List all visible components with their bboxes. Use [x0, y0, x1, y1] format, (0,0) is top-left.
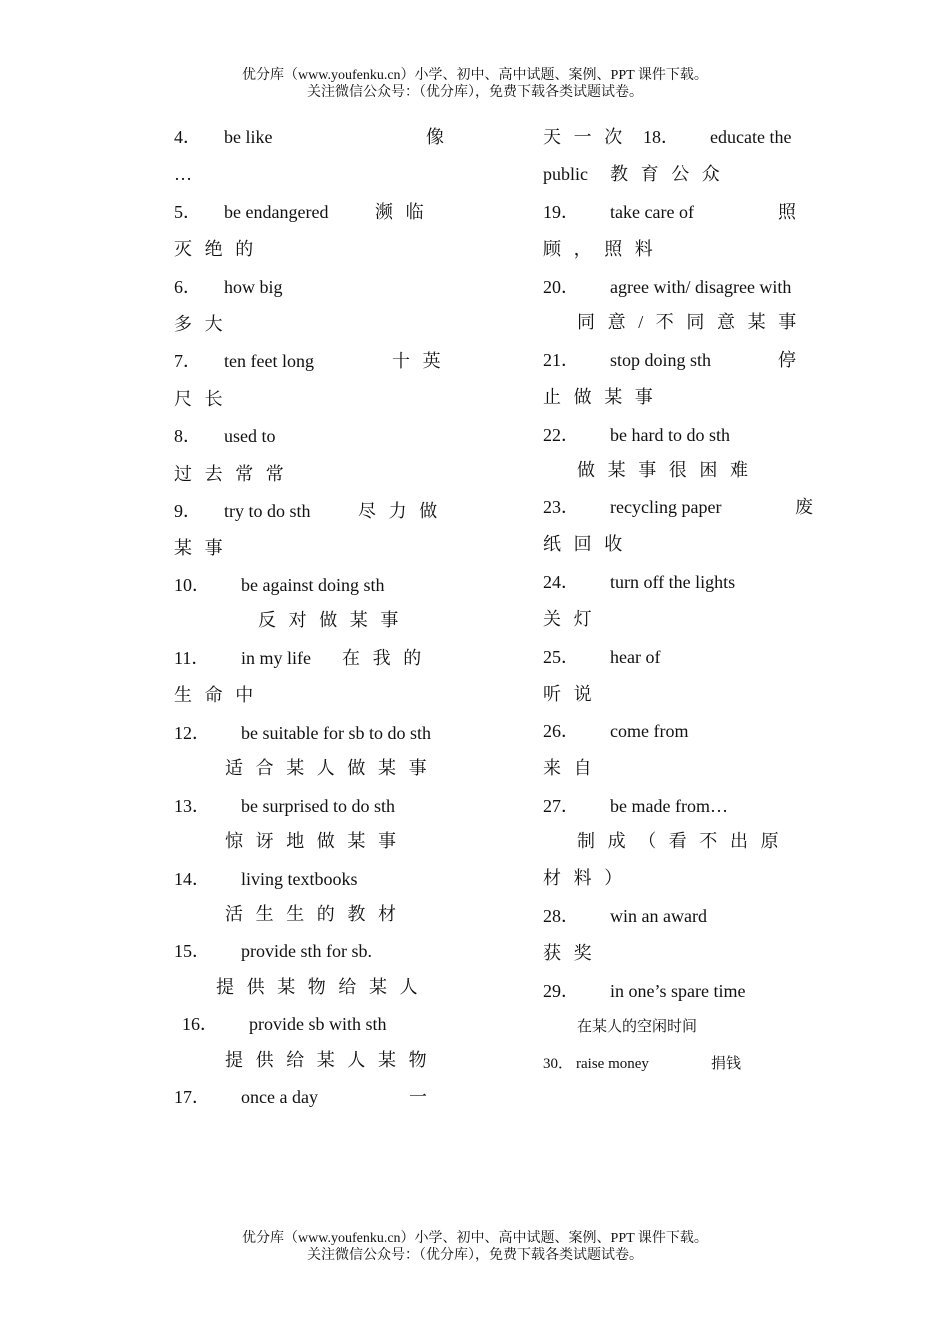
item-number: 9．: [174, 501, 201, 521]
item-number: 30．: [543, 1056, 574, 1072]
item-number: 14．: [174, 869, 210, 889]
item-english: raise money: [576, 1056, 649, 1072]
item-number: 8．: [174, 426, 201, 446]
item-number: 23．: [543, 497, 579, 517]
item-english: ten feet long: [224, 351, 314, 371]
item-chinese-cont: 提供某物给某人: [216, 977, 431, 997]
item-number: 29．: [543, 981, 579, 1001]
item-chinese-cont: 反对做某事: [258, 610, 411, 630]
item-chinese-cont: 材料）: [543, 868, 635, 888]
item-number: 28．: [543, 906, 579, 926]
item-chinese-cont: …: [174, 164, 192, 184]
item-chinese-cont: 提供给某人某物: [225, 1050, 440, 1070]
item-number: 25．: [543, 647, 579, 667]
item-chinese-cont: 过去常常: [174, 464, 297, 484]
item-english: provide sth for sb.: [241, 941, 372, 961]
item-chinese: 一: [409, 1087, 427, 1107]
item-number: 7．: [174, 351, 201, 371]
item-english: how big: [224, 277, 283, 297]
item-number: 15．: [174, 941, 210, 961]
item-chinese-cont: 尺长: [174, 389, 236, 409]
item-english: be made from…: [610, 796, 728, 816]
item-english: agree with/ disagree with: [610, 277, 792, 297]
item-chinese-cont: 同意/不同意某事: [577, 312, 809, 332]
item-chinese: 照: [778, 202, 796, 222]
item-chinese-cont: 制成（看不出原: [577, 831, 792, 851]
item-english: once a day: [241, 1087, 318, 1107]
item-chinese-cont: 惊讶地做某事: [225, 831, 409, 851]
item-english: win an award: [610, 906, 707, 926]
page-header: [0, 67, 950, 101]
item-chinese: 捐钱: [711, 1056, 742, 1072]
item-chinese-cont: 灭绝的: [174, 239, 266, 259]
item-number: 10．: [174, 575, 210, 595]
item-number: 21．: [543, 350, 579, 370]
item-english: be hard to do sth: [610, 425, 730, 445]
item-chinese-cont: 适合某人做某事: [225, 758, 440, 778]
item-english: be suitable for sb to do sth: [241, 723, 431, 743]
item-english: be surprised to do sth: [241, 796, 395, 816]
item-chinese-cont: 做某事很困难: [577, 460, 761, 480]
item-chinese: 教育公众: [610, 164, 733, 184]
item-number: 22．: [543, 425, 579, 445]
item-english: hear of: [610, 647, 661, 667]
item-english: be endangered: [224, 202, 329, 222]
item-chinese-cont: 听说: [543, 684, 605, 704]
item-number: 4．: [174, 127, 201, 147]
item-number: 13．: [174, 796, 210, 816]
item-number: 11．: [174, 648, 210, 668]
item-chinese-cont: 纸回收: [543, 534, 635, 554]
header-line-2: 关注微信公众号：（优分库），免费下载各类试题试卷。: [307, 85, 643, 100]
item-english: in one’s spare time: [610, 981, 746, 1001]
item-english: living textbooks: [241, 869, 358, 889]
item-chinese-cont: 多大: [174, 314, 236, 334]
footer-line-2: 关注微信公众号：（优分库），免费下载各类试题试卷。: [307, 1248, 643, 1263]
item-english: turn off the lights: [610, 572, 736, 592]
item-number: 16．: [182, 1014, 218, 1034]
item-number: 18．: [643, 127, 679, 147]
item-chinese-cont: 在某人的空闲时间: [577, 1019, 698, 1035]
item-chinese-cont: 生命中: [174, 685, 266, 705]
item-number: 17．: [174, 1087, 210, 1107]
item-chinese: 像: [426, 127, 444, 147]
item-chinese: 尽力做: [358, 501, 450, 521]
item-english: stop doing sth: [610, 350, 712, 370]
item-english: be against doing sth: [241, 575, 385, 595]
item-chinese-cont: 顾，照料: [543, 239, 666, 259]
item-english: come from: [610, 721, 689, 741]
item-chinese-cont: 关灯: [543, 609, 605, 629]
item-english: educate the: [710, 127, 792, 147]
item-chinese: 停: [778, 350, 796, 370]
item-chinese-cont: 天一次: [543, 127, 635, 147]
item-chinese: 濒临: [375, 202, 437, 222]
item-number: 6．: [174, 277, 201, 297]
item-number: 19．: [543, 202, 579, 222]
item-english: take care of: [610, 202, 694, 222]
item-english: try to do sth: [224, 501, 311, 521]
item-number: 26．: [543, 721, 579, 741]
item-number: 24．: [543, 572, 579, 592]
item-chinese-cont: 活生生的教材: [225, 904, 409, 924]
item-number: 5．: [174, 202, 201, 222]
item-english: provide sb with sth: [249, 1014, 387, 1034]
item-number: 27．: [543, 796, 579, 816]
item-english: recycling paper: [610, 497, 722, 517]
item-english-cont: public: [543, 164, 588, 184]
item-chinese-cont: 来自: [543, 758, 605, 778]
item-chinese-cont: 某事: [174, 538, 236, 558]
item-chinese: 废: [795, 497, 813, 517]
item-number: 12．: [174, 723, 210, 743]
item-english: used to: [224, 426, 276, 446]
item-english: in my life: [241, 648, 311, 668]
footer-line-1: 优分库（www.youfenku.cn）小学、初中、高中试题、案例、PPT 课件下载。: [242, 1231, 708, 1246]
item-english: be like: [224, 127, 273, 147]
header-line-1: 优分库（www.youfenku.cn）小学、初中、高中试题、案例、PPT 课件下载。: [242, 68, 708, 83]
item-chinese-cont: 止做某事: [543, 387, 666, 407]
item-chinese: 十英: [392, 351, 454, 371]
item-number: 20．: [543, 277, 579, 297]
item-chinese: 在我的: [342, 648, 434, 668]
item-chinese-cont: 获奖: [543, 943, 605, 963]
page-footer: [0, 1230, 950, 1264]
